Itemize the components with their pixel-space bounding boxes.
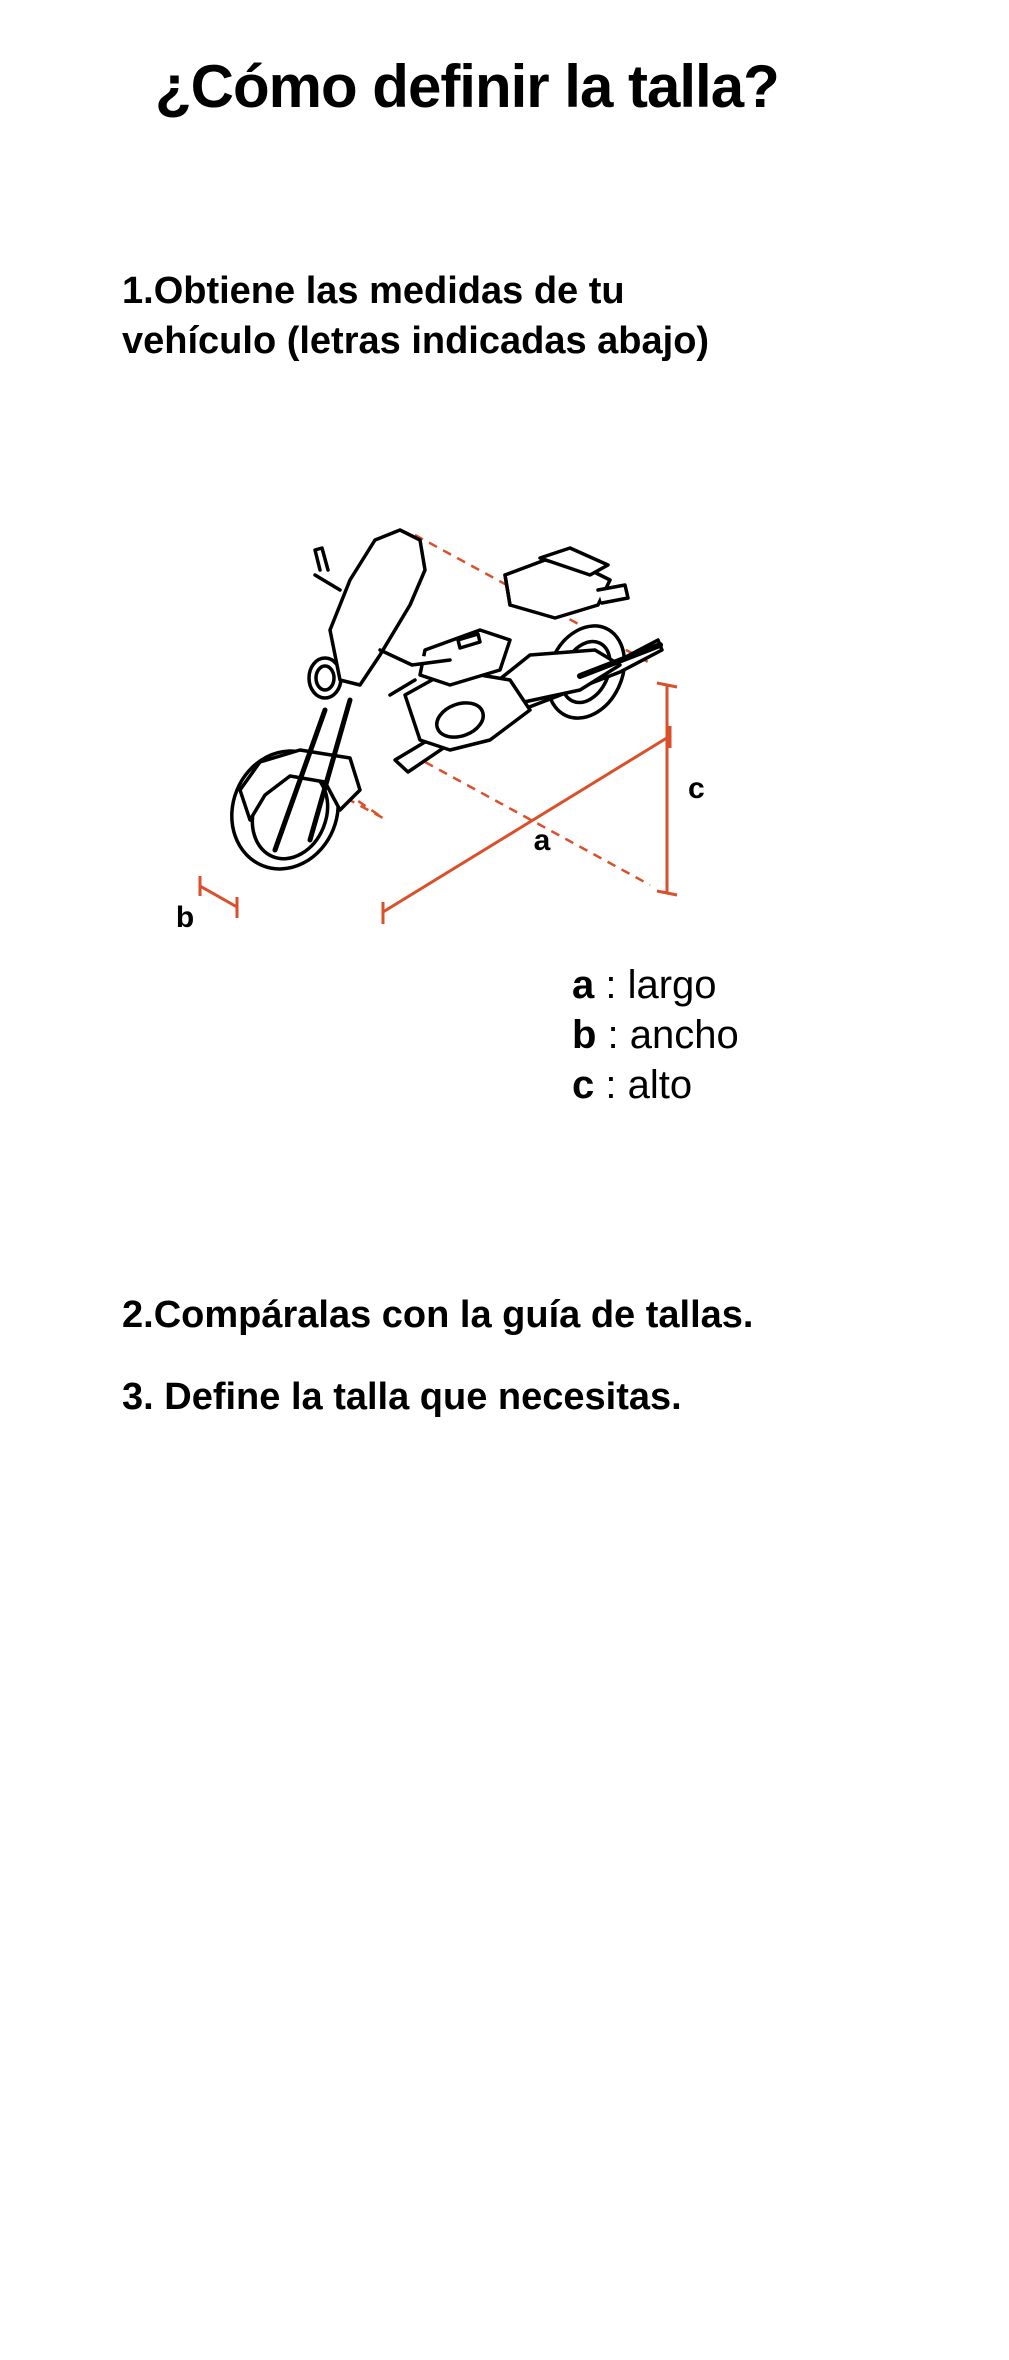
dimension-arrow-b xyxy=(200,876,237,918)
legend-text: : ancho xyxy=(596,1013,739,1057)
page-title: ¿Cómo definir la talla? xyxy=(155,53,779,120)
dimension-label-b: b xyxy=(175,901,195,934)
motorcycle-measurement-diagram xyxy=(150,500,710,940)
legend-key: b xyxy=(572,1013,597,1057)
measurement-legend xyxy=(572,960,739,1110)
dimension-label-c: c xyxy=(688,772,705,805)
step-2-text: 2.Compáralas con la guía de tallas. xyxy=(122,1294,754,1336)
legend-key: a xyxy=(572,963,595,1007)
legend-item-c xyxy=(572,1060,739,1110)
legend-text: : largo xyxy=(594,963,717,1007)
step-1-text: 1.Obtiene las medidas de tu vehículo (letras indicadas abajo) xyxy=(122,270,710,362)
dimension-label-a: a xyxy=(533,824,551,857)
dimension-arrow-c xyxy=(657,683,677,895)
motorcycle-icon xyxy=(214,530,662,885)
step-3-text: 3. Define la talla que necesitas. xyxy=(122,1376,682,1418)
legend-key: c xyxy=(572,1063,595,1107)
legend-text: : alto xyxy=(594,1063,693,1107)
legend-item-b xyxy=(572,1010,739,1060)
legend-item-a xyxy=(572,960,739,1010)
